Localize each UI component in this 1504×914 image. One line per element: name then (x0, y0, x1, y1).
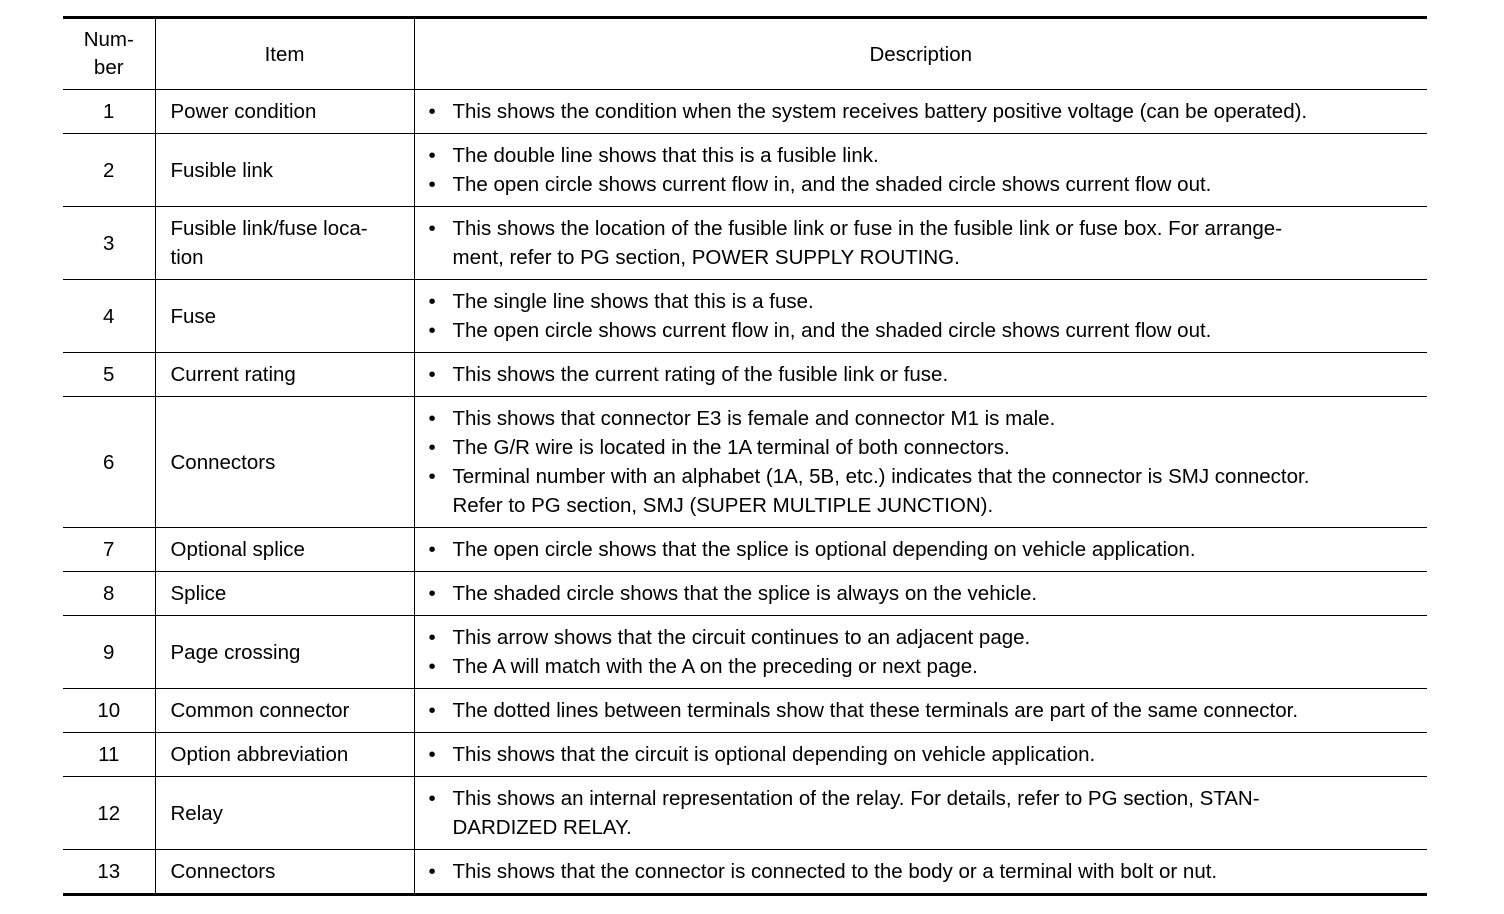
table-row (63, 777, 1427, 850)
bullet-dot: • (428, 699, 436, 722)
bullet-text: This arrow shows that the circuit continues to an adjacent page. (452, 626, 1031, 649)
bullet-dot: • (428, 363, 436, 386)
bullet-text: The single line shows that this is a fuse. (452, 290, 814, 313)
row-description (414, 689, 1427, 733)
row-description (414, 850, 1427, 895)
row-number: 3 (63, 207, 155, 280)
row-item: Fusible link (155, 134, 414, 207)
row-number: 13 (63, 850, 155, 895)
description-bullet (429, 623, 1424, 652)
table-row (63, 280, 1427, 353)
bullet-text: The double line shows that this is a fusible link. (452, 144, 879, 167)
bullet-dot: • (428, 144, 436, 167)
bullet-dot: • (428, 860, 436, 883)
table-row (63, 528, 1427, 572)
bullet-text: This shows that the connector is connected to the body or a terminal with bolt or nut. (452, 860, 1218, 883)
header-number (63, 18, 155, 90)
row-item: Power condition (155, 90, 414, 134)
row-number: 8 (63, 572, 155, 616)
row-description (414, 353, 1427, 397)
description-bullet (429, 287, 1424, 316)
header-number-line-2: ber (93, 56, 124, 79)
description-bullet (429, 360, 1424, 389)
bullet-text: This shows that the circuit is optional depending on vehicle application. (452, 743, 1096, 766)
table-row (63, 397, 1427, 528)
row-description (414, 777, 1427, 850)
row-number: 10 (63, 689, 155, 733)
bullet-dot: • (428, 319, 436, 342)
row-number: 7 (63, 528, 155, 572)
row-number: 1 (63, 90, 155, 134)
table-row (63, 616, 1427, 689)
row-description (414, 134, 1427, 207)
row-description (414, 733, 1427, 777)
description-bullet (429, 462, 1424, 520)
bullet-dot: • (428, 407, 436, 430)
row-item: Option abbreviation (155, 733, 414, 777)
bullet-text (453, 784, 1424, 842)
bullet-text-line-2: ment, refer to PG section, POWER SUPPLY ROUTING. (452, 246, 960, 269)
row-number: 6 (63, 397, 155, 528)
row-item-line-1: Fusible link/fuse loca- (170, 217, 368, 240)
bullet-dot: • (428, 626, 436, 649)
table-row (63, 90, 1427, 134)
bullet-text-line-1: This shows the location of the fusible link or fuse in the fusible link or fuse box. For arrange- (452, 217, 1283, 240)
row-item-line-2: tion (170, 246, 204, 269)
row-item: Fuse (155, 280, 414, 353)
row-description (414, 280, 1427, 353)
row-item: Page crossing (155, 616, 414, 689)
bullet-text: The dotted lines between terminals show that these terminals are part of the same connector. (452, 699, 1299, 722)
bullet-text-line-2: Refer to PG section, SMJ (SUPER MULTIPLE JUNCTION). (452, 494, 994, 517)
header-row (63, 18, 1427, 90)
bullet-dot: • (428, 465, 436, 488)
bullet-dot: • (428, 217, 436, 240)
row-description (414, 207, 1427, 280)
row-description (414, 90, 1427, 134)
bullet-text-line-1: Terminal number with an alphabet (1A, 5B, etc.) indicates that the connector is SMJ connector. (452, 465, 1310, 488)
wiring-legend-table (63, 16, 1427, 896)
row-description (414, 572, 1427, 616)
bullet-dot: • (428, 743, 436, 766)
bullet-dot: • (428, 787, 436, 810)
row-number: 2 (63, 134, 155, 207)
table-row (63, 134, 1427, 207)
header-item: Item (155, 18, 414, 90)
bullet-text: This shows the current rating of the fusible link or fuse. (452, 363, 949, 386)
description-bullet (429, 404, 1424, 433)
bullet-text: This shows the condition when the system receives battery positive voltage (can be operated). (452, 100, 1308, 123)
row-item: Relay (155, 777, 414, 850)
bullet-text: The A will match with the A on the preceding or next page. (452, 655, 978, 678)
description-bullet (429, 696, 1424, 725)
bullet-dot: • (428, 290, 436, 313)
description-bullet (429, 433, 1424, 462)
row-item: Connectors (155, 850, 414, 895)
bullet-text: The open circle shows that the splice is optional depending on vehicle application. (452, 538, 1196, 561)
description-bullet (429, 740, 1424, 769)
description-bullet (429, 170, 1424, 199)
bullet-text-line-2: DARDIZED RELAY. (452, 816, 632, 839)
row-item: Current rating (155, 353, 414, 397)
description-bullet (429, 141, 1424, 170)
bullet-dot: • (428, 538, 436, 561)
bullet-dot: • (428, 436, 436, 459)
row-description (414, 397, 1427, 528)
bullet-text: The open circle shows current flow in, and the shaded circle shows current flow out. (452, 173, 1212, 196)
description-bullet (429, 316, 1424, 345)
table-row (63, 207, 1427, 280)
description-bullet (429, 857, 1424, 886)
row-number: 11 (63, 733, 155, 777)
row-item: Connectors (155, 397, 414, 528)
table-row (63, 353, 1427, 397)
row-number: 4 (63, 280, 155, 353)
bullet-text (453, 214, 1424, 272)
row-item: Optional splice (155, 528, 414, 572)
description-bullet (429, 214, 1424, 272)
bullet-text-line-1: This shows an internal representation of the relay. For details, refer to PG section, STAN- (452, 787, 1260, 810)
table-row (63, 850, 1427, 895)
bullet-dot: • (428, 582, 436, 605)
row-number: 9 (63, 616, 155, 689)
header-description: Description (414, 18, 1427, 90)
bullet-text: The open circle shows current flow in, and the shaded circle shows current flow out. (452, 319, 1212, 342)
header-number-line-1: Num- (83, 28, 134, 51)
bullet-dot: • (428, 655, 436, 678)
row-item (155, 207, 414, 280)
table-row (63, 689, 1427, 733)
row-number: 12 (63, 777, 155, 850)
table-row (63, 572, 1427, 616)
bullet-text (453, 462, 1424, 520)
description-bullet (429, 97, 1424, 126)
bullet-text: The shaded circle shows that the splice is always on the vehicle. (452, 582, 1038, 605)
description-bullet (429, 535, 1424, 564)
bullet-text: This shows that connector E3 is female and connector M1 is male. (452, 407, 1056, 430)
bullet-text: The G/R wire is located in the 1A terminal of both connectors. (452, 436, 1010, 459)
row-number: 5 (63, 353, 155, 397)
bullet-dot: • (428, 100, 436, 123)
description-bullet (429, 784, 1424, 842)
bullet-dot: • (428, 173, 436, 196)
table-row (63, 733, 1427, 777)
row-item: Common connector (155, 689, 414, 733)
row-description (414, 528, 1427, 572)
row-item: Splice (155, 572, 414, 616)
description-bullet (429, 579, 1424, 608)
row-description (414, 616, 1427, 689)
description-bullet (429, 652, 1424, 681)
